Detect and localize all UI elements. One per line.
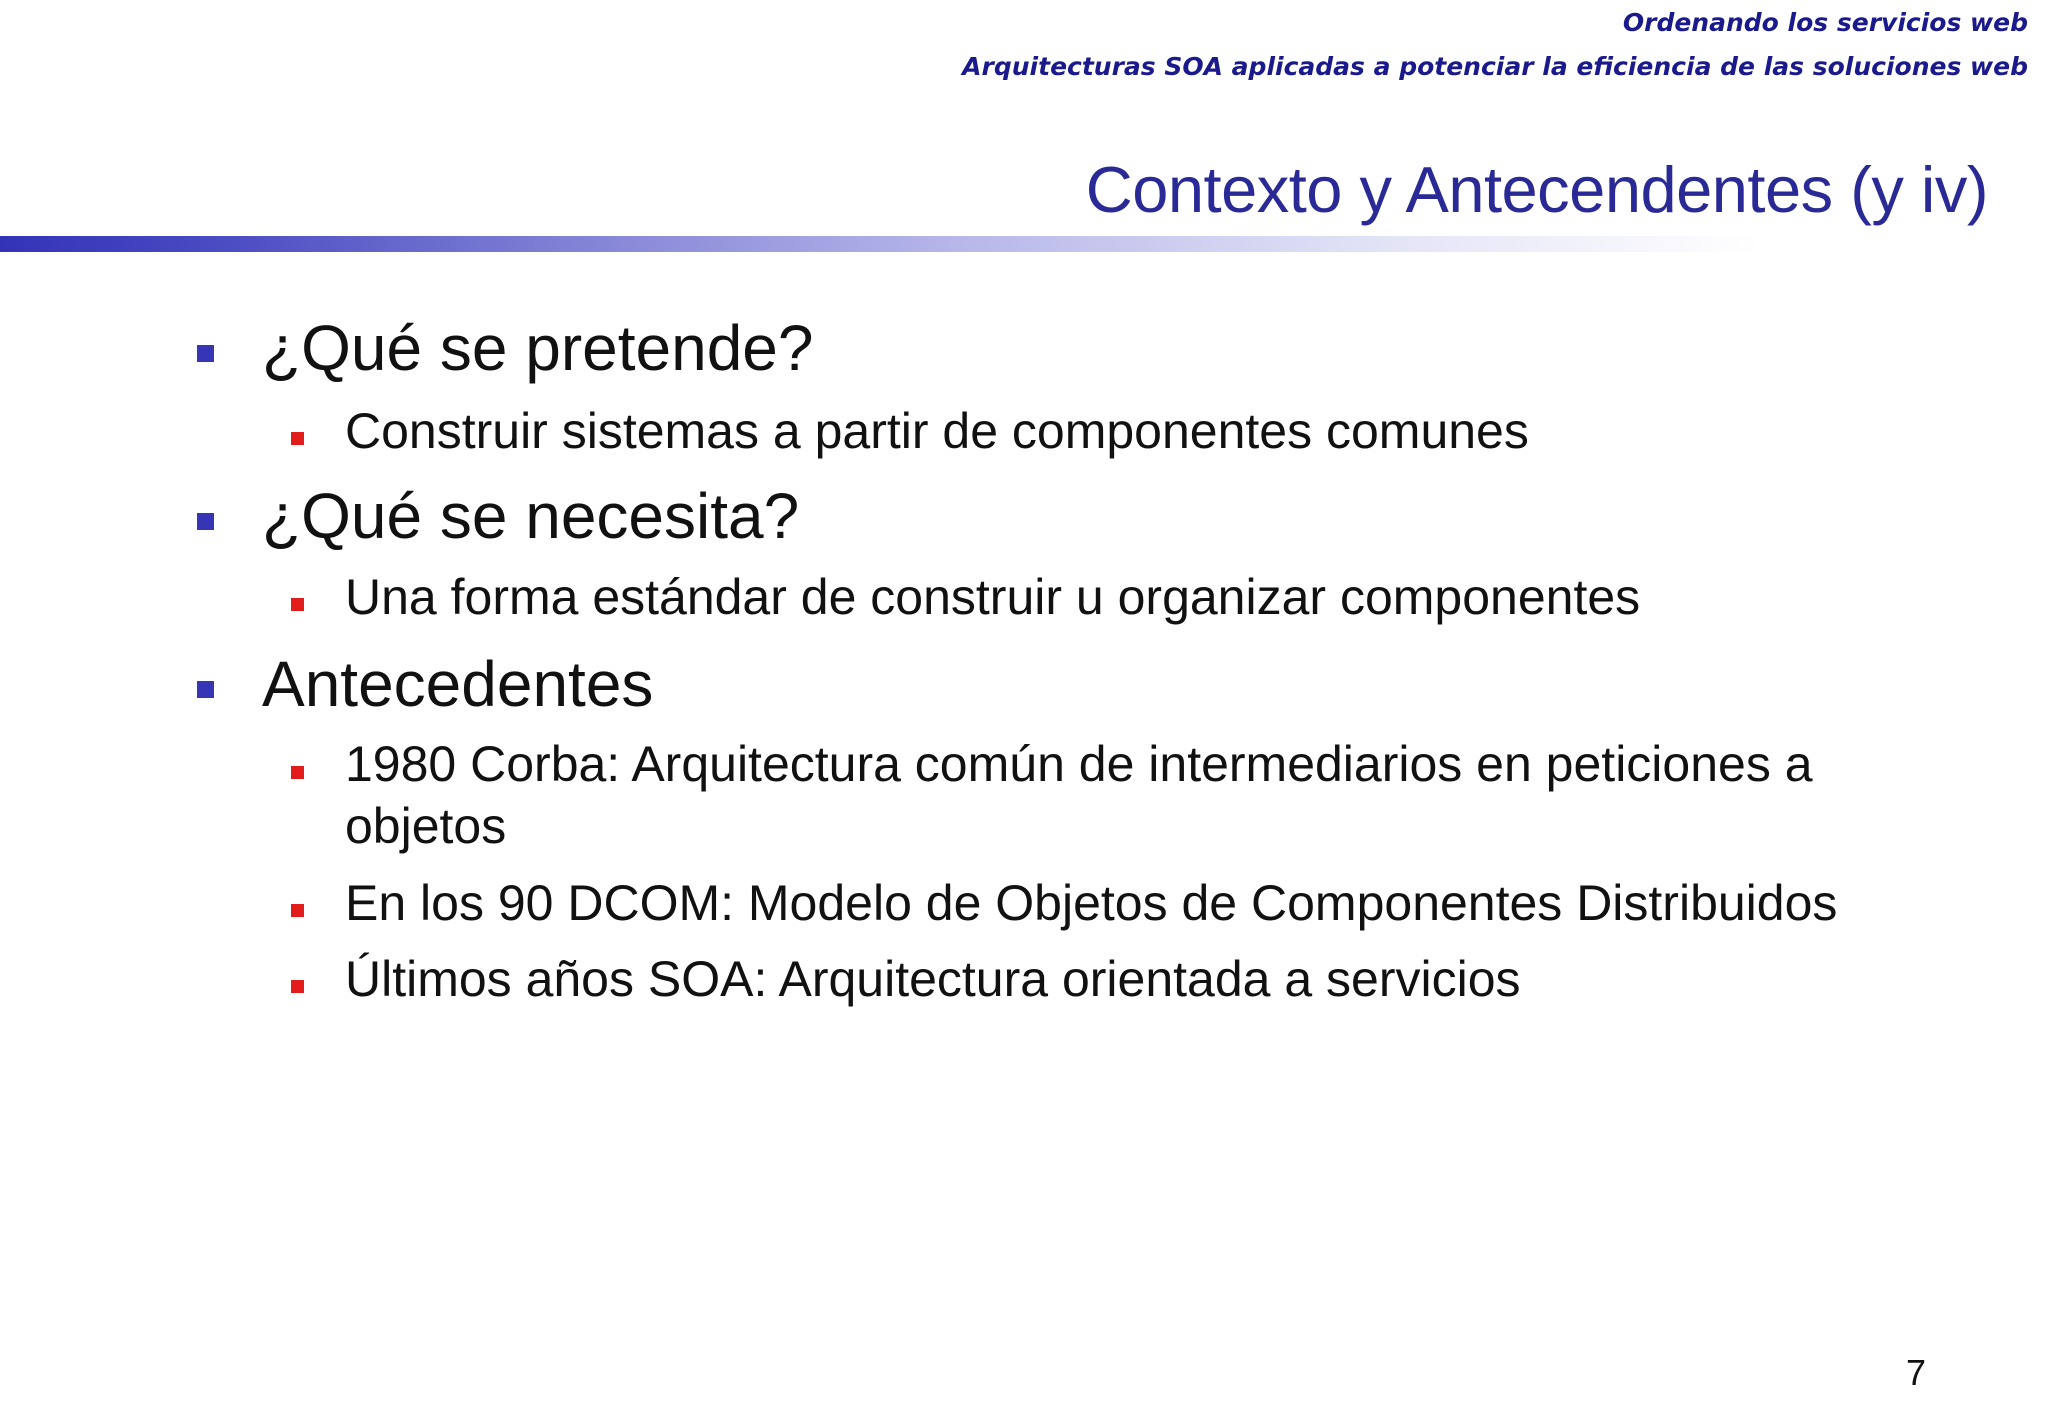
- level2-bullet-icon: [291, 598, 304, 611]
- level2-bullet-icon: [291, 432, 304, 445]
- header-subtitle: Arquitecturas SOA aplicadas a potenciar la eficiencia de las soluciones web: [962, 52, 2028, 81]
- bullet-item-pretende: ¿Qué se pretende?: [262, 312, 814, 384]
- subitem-corba-continued: objetos: [345, 798, 507, 854]
- bullet-item-necesita: ¿Qué se necesita?: [262, 480, 800, 552]
- subitem-soa: Últimos años SOA: Arquitectura orientada a servicios: [345, 951, 1521, 1007]
- level1-bullet-icon: [197, 513, 214, 530]
- level1-bullet-icon: [197, 345, 214, 362]
- subitem-dcom: En los 90 DCOM: Modelo de Objetos de Componentes Distribuidos: [345, 875, 1838, 931]
- bullet-item-antecedentes: Antecedentes: [262, 648, 654, 720]
- subitem-construir: Construir sistemas a partir de componentes comunes: [345, 403, 1529, 459]
- level2-bullet-icon: [291, 766, 304, 779]
- level1-bullet-icon: [197, 681, 214, 698]
- header-course-title: Ordenando los servicios web: [1622, 8, 2028, 37]
- page-number: 7: [1905, 1352, 1926, 1393]
- level2-bullet-icon: [291, 904, 304, 917]
- level2-bullet-icon: [291, 980, 304, 993]
- subitem-forma-estandar: Una forma estándar de construir u organizar componentes: [345, 569, 1641, 625]
- subitem-corba: 1980 Corba: Arquitectura común de intermediarios en peticiones a: [345, 736, 1813, 792]
- slide-title: Contexto y Antecendentes (y iv): [1085, 153, 1988, 226]
